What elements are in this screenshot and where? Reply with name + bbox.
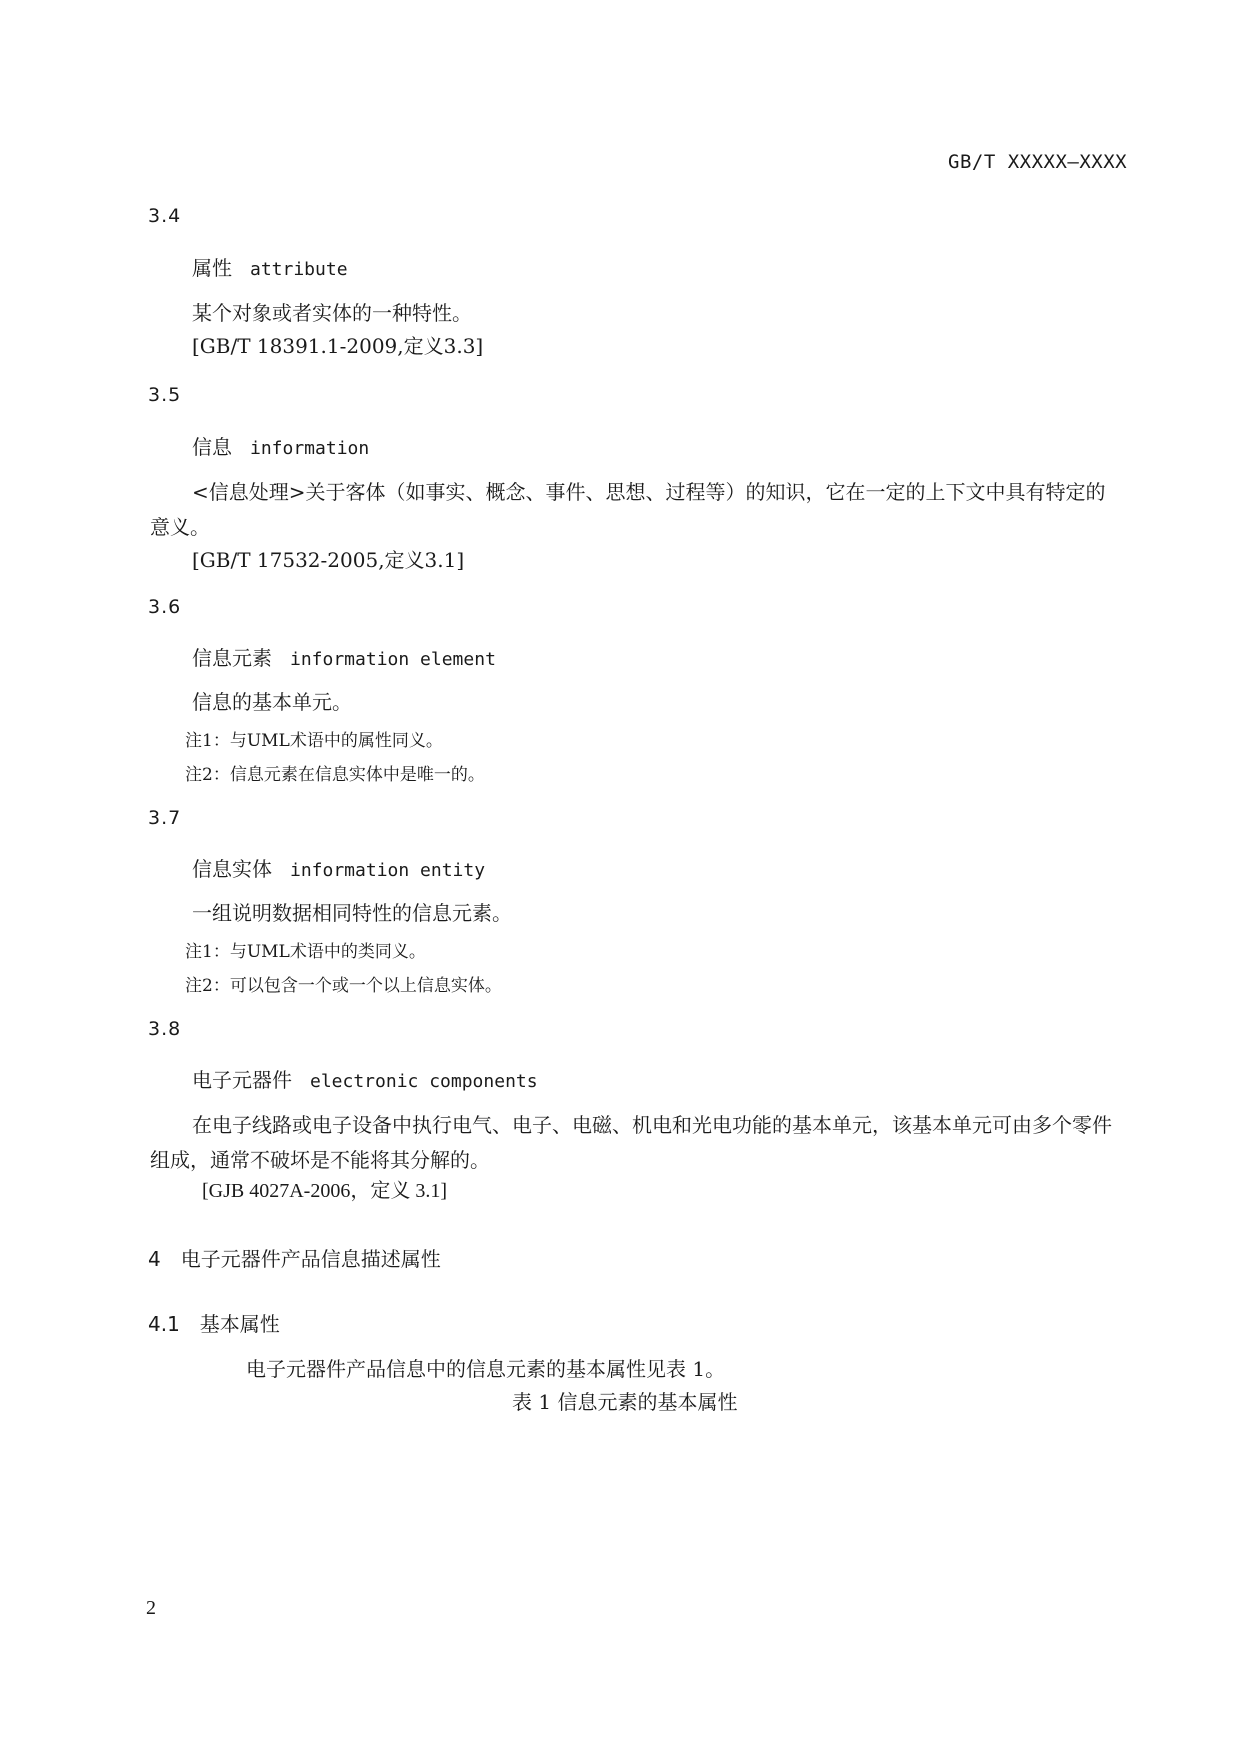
term-note: 注2：可以包含一个或一个以上信息实体。 xyxy=(185,976,502,996)
term-definition: 在电子线路或电子设备中执行电气、电子、电磁、机电和光电功能的基本单元，该基本单元可由多个零件组成，通常不破坏是不能将其分解的。 xyxy=(150,1113,1112,1172)
term-title xyxy=(192,431,369,460)
term-definition: 某个对象或者实体的一种特性。 xyxy=(192,301,472,325)
term-number: 3.8 xyxy=(148,1018,182,1040)
term-title-zh: 信息元素 xyxy=(192,646,272,670)
term-note: 注1：与UML术语中的类同义。 xyxy=(185,942,426,962)
term-title xyxy=(192,853,485,882)
term-title-zh: 信息 xyxy=(192,435,232,459)
term-title xyxy=(192,1064,538,1093)
term-source: [GJB 4027A-2006，定义 3.1] xyxy=(202,1180,447,1202)
term-title xyxy=(192,642,496,671)
term-title-zh: 信息实体 xyxy=(192,857,272,881)
term-title-en: information element xyxy=(290,649,496,670)
term-number: 3.4 xyxy=(148,205,182,227)
term-title xyxy=(192,252,348,281)
term-number: 3.7 xyxy=(148,807,182,829)
section-paragraph: 电子元器件产品信息中的信息元素的基本属性见表 1。 xyxy=(246,1357,726,1381)
term-title-zh: 电子元器件 xyxy=(192,1068,292,1092)
section-heading: 4 电子元器件产品信息描述属性 xyxy=(148,1247,441,1271)
term-definition: 一组说明数据相同特性的信息元素。 xyxy=(192,901,512,925)
page-number: 2 xyxy=(146,1597,156,1619)
term-note: 注1：与UML术语中的属性同义。 xyxy=(185,731,443,751)
term-source: [GB/T 18391.1-2009,定义3.3] xyxy=(192,334,484,358)
term-title-en: information entity xyxy=(290,860,486,881)
subsection-heading: 4.1 基本属性 xyxy=(148,1312,280,1336)
term-definition: 信息的基本单元。 xyxy=(192,690,352,714)
term-title-en: attribute xyxy=(250,259,348,280)
term-number: 3.6 xyxy=(148,596,182,618)
term-title-zh: 属性 xyxy=(192,256,232,280)
term-source: [GB/T 17532-2005,定义3.1] xyxy=(192,548,465,572)
term-definition: <信息处理>关于客体（如事实、概念、事件、思想、过程等）的知识，它在一定的上下文中具有特定的意义。 xyxy=(150,480,1106,539)
standard-code-header: GB/T XXXXX—XXXX xyxy=(948,151,1128,173)
term-number: 3.5 xyxy=(148,384,182,406)
term-note: 注2：信息元素在信息实体中是唯一的。 xyxy=(185,765,485,785)
table-caption: 表 1 信息元素的基本属性 xyxy=(512,1390,738,1414)
term-title-en: electronic components xyxy=(310,1071,538,1092)
term-title-en: information xyxy=(250,438,370,459)
